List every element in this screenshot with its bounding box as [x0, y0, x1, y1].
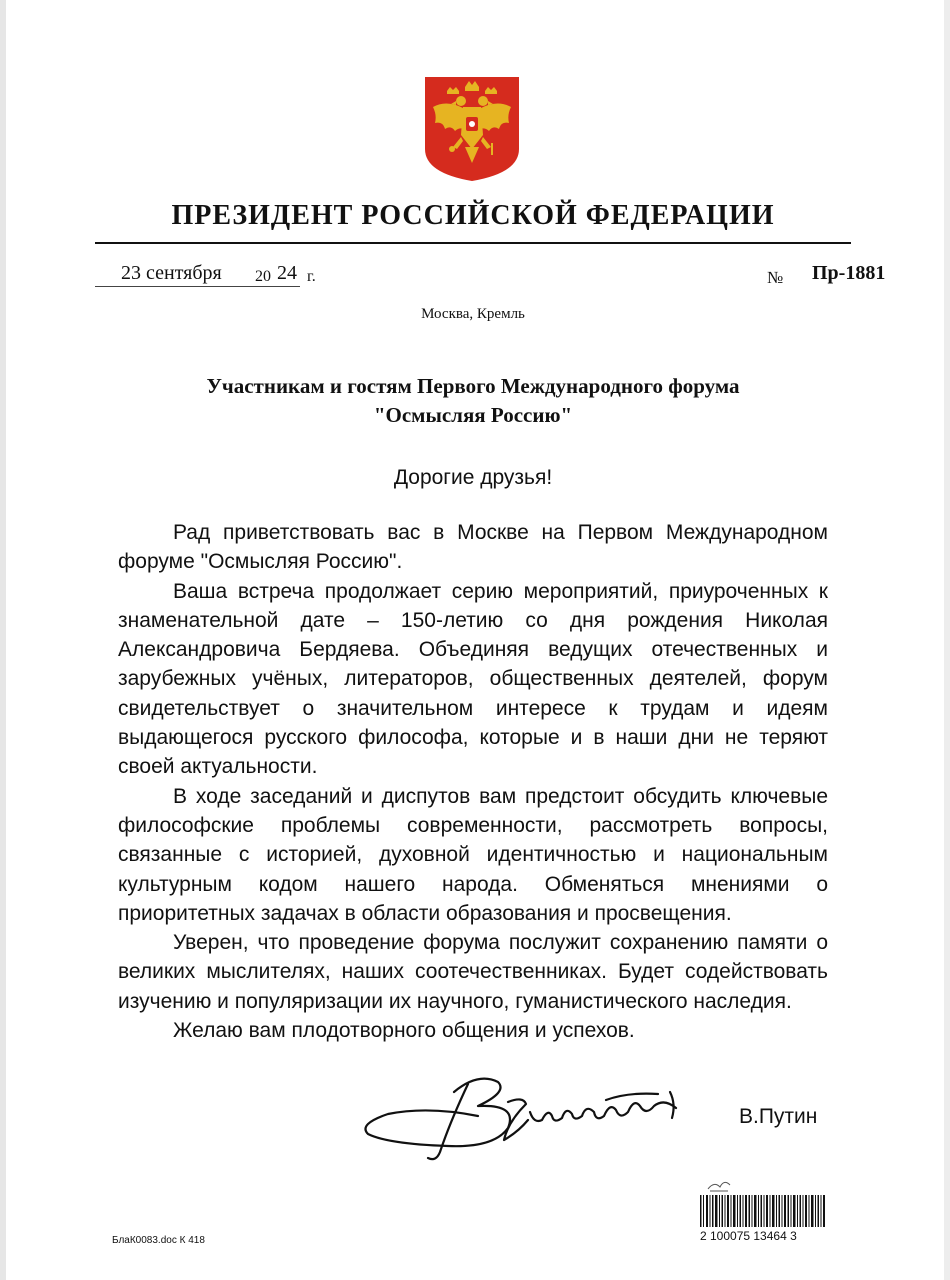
address-line-1: Участникам и гостям Первого Международного форума: [206, 374, 740, 398]
number-label: №: [767, 268, 784, 287]
barcode-icon: [700, 1195, 825, 1227]
document-number: Пр-1881: [812, 262, 886, 284]
date-underline: [95, 286, 300, 287]
header-rule: [95, 242, 851, 244]
date-year-unit: г.: [307, 268, 316, 285]
date-year-prefix: 20: [255, 268, 271, 285]
signer-name: В.Путин: [739, 1105, 818, 1128]
paragraph: Рад приветствовать вас в Москве на Первом Международном форуме "Осмысляя Россию".: [118, 521, 828, 574]
page-edge-right: [944, 0, 950, 1280]
date-day-month: 23 сентября: [121, 262, 222, 284]
paragraph: Ваша встреча продолжает серию мероприятий, приуроченных к знаменательной дате – 150-летию со дня рождения Николая Александровича Бердяева. Объединяя ведущих отечественных и зарубежных учёных, литераторов, общественных деятелей, форум свидетельствует о значительном интересе к трудам и идеям выдающегося русского философа, которые и в наши дни не теряют своей актуальности.: [118, 579, 828, 779]
document-code: БлаК0083.doc К 418: [112, 1235, 205, 1246]
paragraph: В ходе заседаний и диспутов вам предстоит обсудить ключевые философские проблемы современности, рассмотреть вопросы, связанные с историей, духовной идентичностью и национальным культурным кодом нашего народа. Обменяться мнениями о приоритетных задачах в области образования и просвещения.: [118, 784, 828, 925]
address-line-2: "Осмысляя Россию": [373, 403, 573, 427]
date-year-suffix: 24: [277, 262, 297, 284]
handwritten-signature: [358, 1062, 698, 1172]
letter-address: [95, 372, 851, 430]
letter-greeting: Дорогие друзья!: [393, 466, 553, 489]
document-place: Москва, Кремль: [421, 306, 525, 322]
coat-of-arms-icon: [425, 77, 519, 181]
document-header: ПРЕЗИДЕНТ РОССИЙСКОЙ ФЕДЕРАЦИИ: [171, 200, 775, 231]
printer-mark-icon: [706, 1177, 732, 1193]
letter-body: [118, 518, 828, 1045]
paragraph: Желаю вам плодотворного общения и успехов.: [173, 1019, 635, 1043]
page-edge-left: [0, 0, 6, 1280]
paragraph: Уверен, что проведение форума послужит сохранению памяти о великих мыслителях, наших соотечественниках. Будет содействовать изучению и популяризации их научного, гуманистического наследия.: [118, 931, 828, 1013]
barcode-number: 2 100075 13464 3: [700, 1229, 797, 1243]
